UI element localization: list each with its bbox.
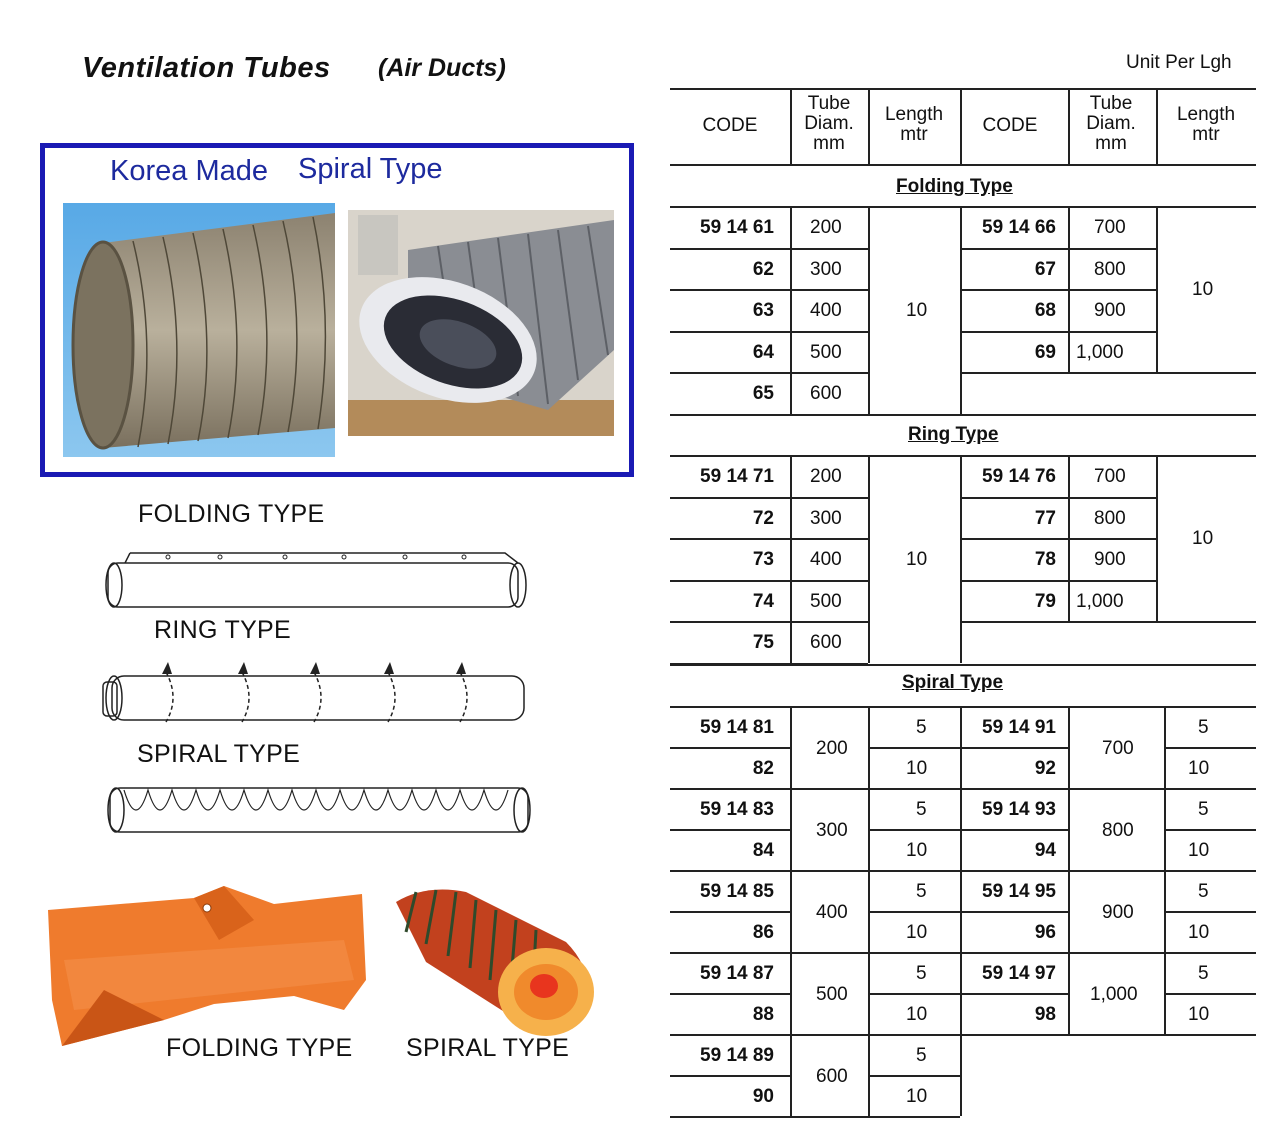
folding-type-diagram <box>100 545 530 611</box>
spiral-left-half-a-0 <box>670 747 790 749</box>
ring-right-rowline-3 <box>960 621 1256 623</box>
spiral-vline-1 <box>790 706 792 1116</box>
ring-code-r-2: 78 <box>1034 549 1056 571</box>
spiral-diam-r-0: 700 <box>1102 738 1134 759</box>
spiral-left-pairline-3 <box>670 1034 960 1036</box>
spiral-code-r-2-1: 96 <box>1034 922 1056 943</box>
spiral-length-2-0: 5 <box>916 881 927 902</box>
spiral-code-2-1: 86 <box>752 922 774 943</box>
ring-code-r-1: 77 <box>1034 507 1056 529</box>
ring-code-4: 75 <box>752 632 774 654</box>
folding-right-length: 10 <box>1192 279 1214 301</box>
spiral-type-photo-label: SPIRAL TYPE <box>406 1034 570 1062</box>
folding-diam-4: 600 <box>810 383 842 405</box>
spiral-right-half-b-0 <box>1164 747 1256 749</box>
spiral-right-half-b-3 <box>1164 993 1256 995</box>
ring-code-r-3: 79 <box>1034 590 1056 612</box>
section-title-ring: Ring Type <box>908 424 999 445</box>
spiral-vline-4 <box>1068 706 1070 1034</box>
folding-code-r-3: 69 <box>1034 341 1056 363</box>
ring-left-rowline-3 <box>670 621 868 623</box>
ring-vline-2 <box>868 455 870 663</box>
ring-diam-4: 600 <box>810 632 842 654</box>
flex-duct-photo <box>348 210 614 436</box>
section-title-spiral: Spiral Type <box>902 672 1004 693</box>
spiral-diam-r-3: 1,000 <box>1090 984 1138 1005</box>
ring-right-rowline-1 <box>960 538 1156 540</box>
spiral-vline-5 <box>1164 706 1166 1034</box>
spiral-type-label: Spiral Type <box>298 153 443 185</box>
page-title: Ventilation Tubes <box>82 52 331 84</box>
spiral-code-3-1: 88 <box>752 1004 774 1025</box>
header-length-right: Length mtr <box>1176 104 1236 145</box>
spiral-length-r-1-1: 10 <box>1188 840 1210 861</box>
spiral-length-r-0-1: 10 <box>1188 758 1210 779</box>
spiral-length-4-0: 5 <box>916 1045 927 1066</box>
spiral-left-half-a-3 <box>670 993 790 995</box>
folding-diam-r-2: 900 <box>1094 300 1126 322</box>
header-tube-right: Tube Diam. mm <box>1086 93 1136 154</box>
ring-vline-1 <box>790 455 792 663</box>
ring-right-rowline-0 <box>960 497 1156 499</box>
folding-code-r-0: 59 14 66 <box>982 217 1056 238</box>
spiral-right-half-a-3 <box>960 993 1068 995</box>
spiral-diam-3: 500 <box>816 984 848 1005</box>
folding-diam-r-3: 1,000 <box>1076 341 1124 363</box>
folding-code-1: 62 <box>752 258 774 280</box>
spiral-code-4-0: 59 14 89 <box>700 1045 774 1066</box>
folding-diam-r-1: 800 <box>1094 258 1126 280</box>
header-code-left: CODE <box>702 115 758 136</box>
spiral-length-r-2-0: 5 <box>1198 881 1209 902</box>
spiral-code-0-0: 59 14 81 <box>700 717 774 738</box>
ring-left-rowline-2 <box>670 580 868 582</box>
spiral-length-2-1: 10 <box>906 922 928 943</box>
ring-diam-3: 500 <box>810 590 842 612</box>
spiral-left-half-a-4 <box>670 1075 790 1077</box>
spiral-left-half-a-1 <box>670 829 790 831</box>
page-subtitle: (Air Ducts) <box>378 54 506 82</box>
ring-right-rowline-2 <box>960 580 1156 582</box>
folding-diam-3: 500 <box>810 341 842 363</box>
spiral-code-r-3-0: 59 14 97 <box>982 963 1056 984</box>
spiral-right-pairline-3 <box>960 1034 1256 1036</box>
spiral-code-r-3-1: 98 <box>1034 1004 1056 1025</box>
folding-left-rowline-0 <box>670 248 868 250</box>
folding-diam-1: 300 <box>810 258 842 280</box>
spiral-length-r-1-0: 5 <box>1198 799 1209 820</box>
folding-code-2: 63 <box>752 300 774 322</box>
folding-diam-r-0: 700 <box>1094 217 1126 238</box>
ring-left-length: 10 <box>906 549 928 570</box>
spiral-length-1-0: 5 <box>916 799 927 820</box>
ring-code-1: 72 <box>752 507 774 529</box>
ring-code-0: 59 14 71 <box>700 466 774 487</box>
korea-made-label: Korea Made <box>110 155 268 187</box>
ring-left-rowline-1 <box>670 538 868 540</box>
folding-type-diagram-label: FOLDING TYPE <box>138 500 325 528</box>
spiral-code-2-0: 59 14 85 <box>700 881 774 902</box>
ring-diam-r-3: 1,000 <box>1076 590 1124 612</box>
folding-code-0: 59 14 61 <box>700 217 774 238</box>
spiral-length-0-1: 10 <box>906 758 928 779</box>
folding-right-rowline-3 <box>960 372 1256 374</box>
spiral-type-diagram-label: SPIRAL TYPE <box>137 740 301 768</box>
ring-diam-2: 400 <box>810 549 842 571</box>
spiral-left-half-b-4 <box>868 1075 960 1077</box>
header-code-right: CODE <box>982 115 1038 136</box>
ring-diam-r-1: 800 <box>1094 507 1126 529</box>
unit-note: Unit Per Lgh <box>1126 52 1232 73</box>
spiral-code-3-0: 59 14 87 <box>700 963 774 984</box>
spiral-diam-2: 400 <box>816 902 848 923</box>
spiral-length-3-0: 5 <box>916 963 927 984</box>
ring-vline-3 <box>960 455 962 663</box>
spiral-length-r-0-0: 5 <box>1198 717 1209 738</box>
spiral-vline-2 <box>868 706 870 1116</box>
spiral-right-half-a-1 <box>960 829 1068 831</box>
spiral-diam-1: 300 <box>816 820 848 841</box>
spiral-right-half-b-1 <box>1164 829 1256 831</box>
product-table <box>670 88 1256 1128</box>
spiral-code-r-2-0: 59 14 95 <box>982 881 1056 902</box>
folding-vline-5 <box>1156 206 1158 372</box>
ring-vline-5 <box>1156 455 1158 621</box>
spiral-code-4-1: 90 <box>752 1086 774 1107</box>
spiral-code-r-0-1: 92 <box>1034 758 1056 779</box>
spiral-right-pairline-2 <box>960 952 1256 954</box>
ring-code-3: 74 <box>752 590 774 612</box>
spiral-left-half-b-1 <box>868 829 960 831</box>
spiral-left-half-b-2 <box>868 911 960 913</box>
ring-type-diagram <box>100 660 532 726</box>
section-title-folding: Folding Type <box>896 176 1013 197</box>
spiral-duct-photo <box>63 203 335 457</box>
orange-folding-duct-photo <box>44 880 370 1048</box>
folding-vline-3 <box>960 206 962 414</box>
folding-code-r-2: 68 <box>1034 300 1056 322</box>
spiral-left-pairline-2 <box>670 952 960 954</box>
spiral-left-pairline-0 <box>670 788 960 790</box>
header-tube-left: Tube Diam. mm <box>804 93 854 154</box>
spiral-diam-0: 200 <box>816 738 848 759</box>
spiral-length-r-2-1: 10 <box>1188 922 1210 943</box>
folding-right-rowline-0 <box>960 248 1156 250</box>
ring-vline-4 <box>1068 455 1070 621</box>
folding-code-3: 64 <box>752 341 774 363</box>
ring-type-diagram-label: RING TYPE <box>154 616 291 644</box>
spiral-code-r-0-0: 59 14 91 <box>982 717 1056 738</box>
folding-type-photo-label: FOLDING TYPE <box>166 1034 353 1062</box>
spiral-type-diagram <box>104 784 534 836</box>
spiral-length-3-1: 10 <box>906 1004 928 1025</box>
spiral-right-pairline-1 <box>960 870 1256 872</box>
folding-left-rowline-2 <box>670 331 868 333</box>
ring-diam-r-0: 700 <box>1094 466 1126 487</box>
ring-diam-r-2: 900 <box>1094 549 1126 571</box>
spiral-code-0-1: 82 <box>752 758 774 779</box>
spiral-left-pairline-4 <box>670 1116 960 1118</box>
spiral-right-pairline-0 <box>960 788 1256 790</box>
spiral-length-0-0: 5 <box>916 717 927 738</box>
spiral-left-half-b-0 <box>868 747 960 749</box>
ring-right-length: 10 <box>1192 528 1214 550</box>
folding-right-rowline-2 <box>960 331 1156 333</box>
folding-vline-4 <box>1068 206 1070 372</box>
folding-left-rowline-1 <box>670 289 868 291</box>
ring-code-r-0: 59 14 76 <box>982 466 1056 487</box>
folding-left-length: 10 <box>906 300 928 321</box>
folding-right-rowline-1 <box>960 289 1156 291</box>
spiral-length-r-3-1: 10 <box>1188 1004 1210 1025</box>
spiral-right-half-a-0 <box>960 747 1068 749</box>
folding-vline-1 <box>790 206 792 414</box>
spiral-left-half-a-2 <box>670 911 790 913</box>
folding-diam-2: 400 <box>810 300 842 322</box>
spiral-diam-r-2: 900 <box>1102 902 1134 923</box>
folding-left-rowline-3 <box>670 372 868 374</box>
orange-spiral-duct-photo <box>386 882 602 1042</box>
spiral-length-r-3-0: 5 <box>1198 963 1209 984</box>
spiral-left-pairline-1 <box>670 870 960 872</box>
folding-code-r-1: 67 <box>1034 258 1056 280</box>
spiral-code-r-1-1: 94 <box>1034 840 1056 861</box>
ring-left-rowline-0 <box>670 497 868 499</box>
spiral-code-r-1-0: 59 14 93 <box>982 799 1056 820</box>
folding-code-4: 65 <box>752 383 774 405</box>
ring-diam-0: 200 <box>810 466 842 487</box>
spiral-diam-4: 600 <box>816 1066 848 1087</box>
folding-vline-2 <box>868 206 870 414</box>
spiral-left-half-b-3 <box>868 993 960 995</box>
spiral-code-1-1: 84 <box>752 840 774 861</box>
spiral-right-half-a-2 <box>960 911 1068 913</box>
ring-diam-1: 300 <box>810 507 842 529</box>
spiral-diam-r-1: 800 <box>1102 820 1134 841</box>
spiral-length-1-1: 10 <box>906 840 928 861</box>
spiral-code-1-0: 59 14 83 <box>700 799 774 820</box>
header-length-left: Length mtr <box>884 104 944 145</box>
spiral-right-half-b-2 <box>1164 911 1256 913</box>
ring-code-2: 73 <box>752 549 774 571</box>
folding-diam-0: 200 <box>810 217 842 238</box>
spiral-length-4-1: 10 <box>906 1086 928 1107</box>
